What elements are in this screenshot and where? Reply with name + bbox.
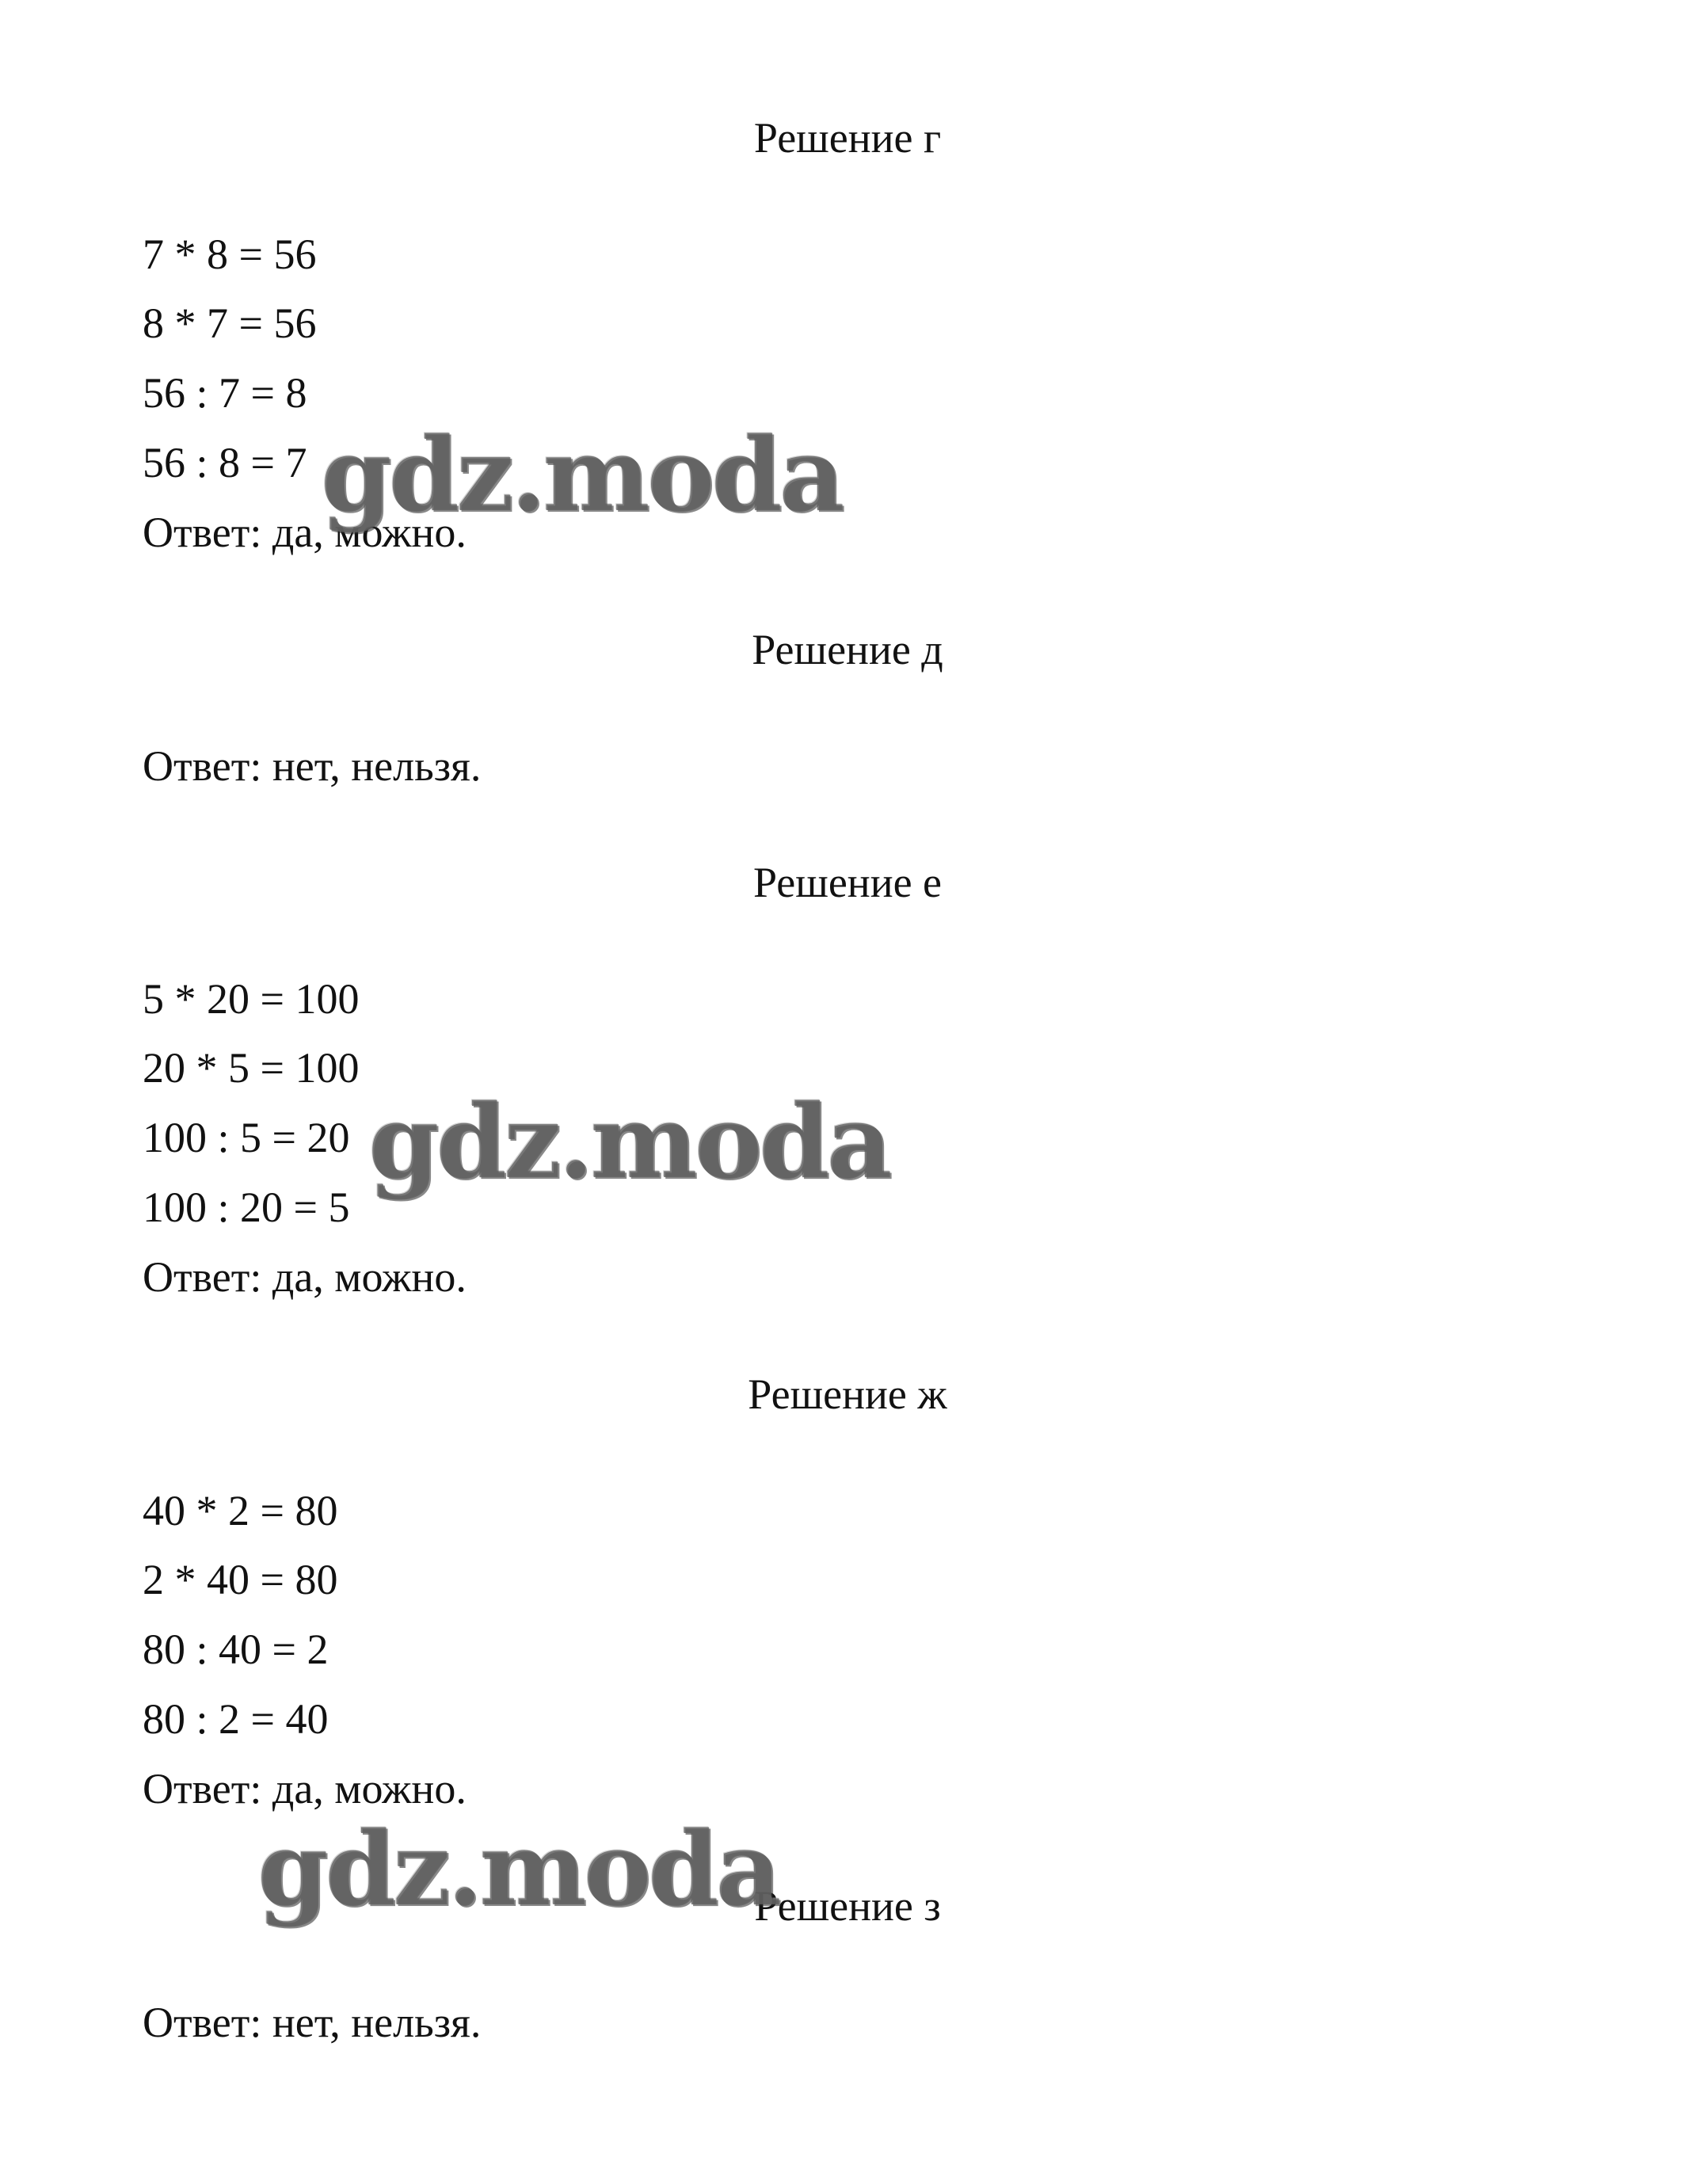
section-heading-e: Решение е — [752, 859, 943, 906]
answer-text: Ответ: да, можно. — [143, 1253, 467, 1301]
equation-line: 7 * 8 = 56 — [143, 231, 317, 278]
answer-text: Ответ: да, можно. — [143, 1765, 467, 1812]
equation-line: 5 * 20 = 100 — [143, 975, 360, 1023]
equation-line: 100 : 5 = 20 — [143, 1114, 350, 1161]
watermark-logo: gdz.moda — [368, 1083, 889, 1202]
equation-line: 80 : 2 = 40 — [143, 1695, 329, 1743]
equation-line: 40 * 2 = 80 — [143, 1487, 338, 1534]
section-heading-zh: Решение ж — [748, 1370, 947, 1418]
watermark-logo: gdz.moda — [257, 1810, 779, 1929]
equation-line: 20 * 5 = 100 — [143, 1044, 360, 1092]
section-heading-z: Решение з — [754, 1882, 941, 1930]
answer-text: Ответ: да, можно. — [143, 509, 467, 556]
equation-line: 2 * 40 = 80 — [143, 1556, 338, 1603]
equation-line: 56 : 8 = 7 — [143, 439, 307, 486]
section-heading-g: Решение г — [753, 114, 942, 162]
equation-line: 8 * 7 = 56 — [143, 299, 317, 347]
equation-line: 56 : 7 = 8 — [143, 369, 307, 417]
watermark-logo: gdz.moda — [321, 416, 842, 535]
equation-line: 100 : 20 = 5 — [143, 1183, 350, 1231]
answer-text: Ответ: нет, нельзя. — [143, 1999, 482, 2046]
answer-text: Ответ: нет, нельзя. — [143, 742, 482, 790]
equation-line: 80 : 40 = 2 — [143, 1626, 329, 1673]
section-heading-d: Решение д — [752, 626, 943, 673]
